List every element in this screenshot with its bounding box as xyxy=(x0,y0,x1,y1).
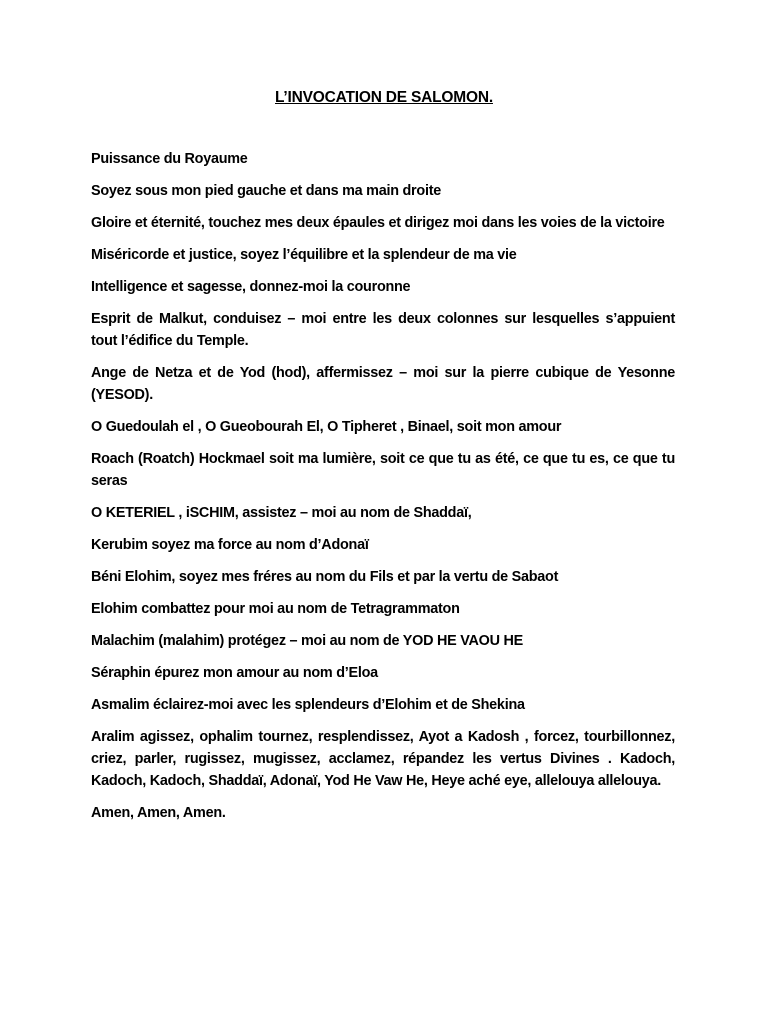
paragraph: Soyez sous mon pied gauche et dans ma main droite xyxy=(91,183,441,199)
paragraph: Kerubim soyez ma force au nom d’Adonaï xyxy=(91,537,369,553)
document-title: L’INVOCATION DE SALOMON. xyxy=(275,89,493,106)
paragraph: Amen, Amen, Amen. xyxy=(91,805,226,821)
paragraph: Elohim combattez pour moi au nom de Tetragrammaton xyxy=(91,601,460,617)
paragraph: Ange de Netza et de Yod (hod), affermissez – moi sur la pierre cubique de Yesonne (YESOD). xyxy=(91,365,675,403)
paragraph: Malachim (malahim) protégez – moi au nom de YOD HE VAOU HE xyxy=(91,633,523,649)
paragraph: Esprit de Malkut, conduisez – moi entre les deux colonnes sur lesquelles s’appuient tout l’édifice du Temple. xyxy=(91,311,675,349)
paragraph: Gloire et éternité, touchez mes deux épaules et dirigez moi dans les voies de la victoire xyxy=(91,215,665,231)
paragraph: Miséricorde et justice, soyez l’équilibre et la splendeur de ma vie xyxy=(91,247,517,263)
paragraph: Intelligence et sagesse, donnez-moi la couronne xyxy=(91,279,411,295)
paragraph: Aralim agissez, ophalim tournez, resplendissez, Ayot a Kadosh , forcez, tourbillonnez, criez, parler, rugissez, mugissez, acclamez, répandez les vertus Divines . Kadoch, Kadoch, Kadoch, Shaddaï, Adonaï, Yod He Vaw He, Heye aché eye, allelouya allelouya. xyxy=(91,729,675,789)
paragraph: O KETERIEL , iSCHIM, assistez – moi au nom de Shaddaï, xyxy=(91,505,472,521)
paragraph: O Guedoulah el , O Gueobourah El, O Tipheret , Binael, soit mon amour xyxy=(91,419,562,435)
paragraph: Asmalim éclairez-moi avec les splendeurs d’Elohim et de Shekina xyxy=(91,697,525,713)
paragraph: Roach (Roatch) Hockmael soit ma lumière, soit ce que tu as été, ce que tu es, ce que tu seras xyxy=(91,451,675,489)
paragraph: Béni Elohim, soyez mes fréres au nom du Fils et par la vertu de Sabaot xyxy=(91,569,559,585)
paragraph: Séraphin épurez mon amour au nom d’Eloa xyxy=(91,665,378,681)
paragraph: Puissance du Royaume xyxy=(91,151,248,167)
document-body xyxy=(91,148,675,834)
